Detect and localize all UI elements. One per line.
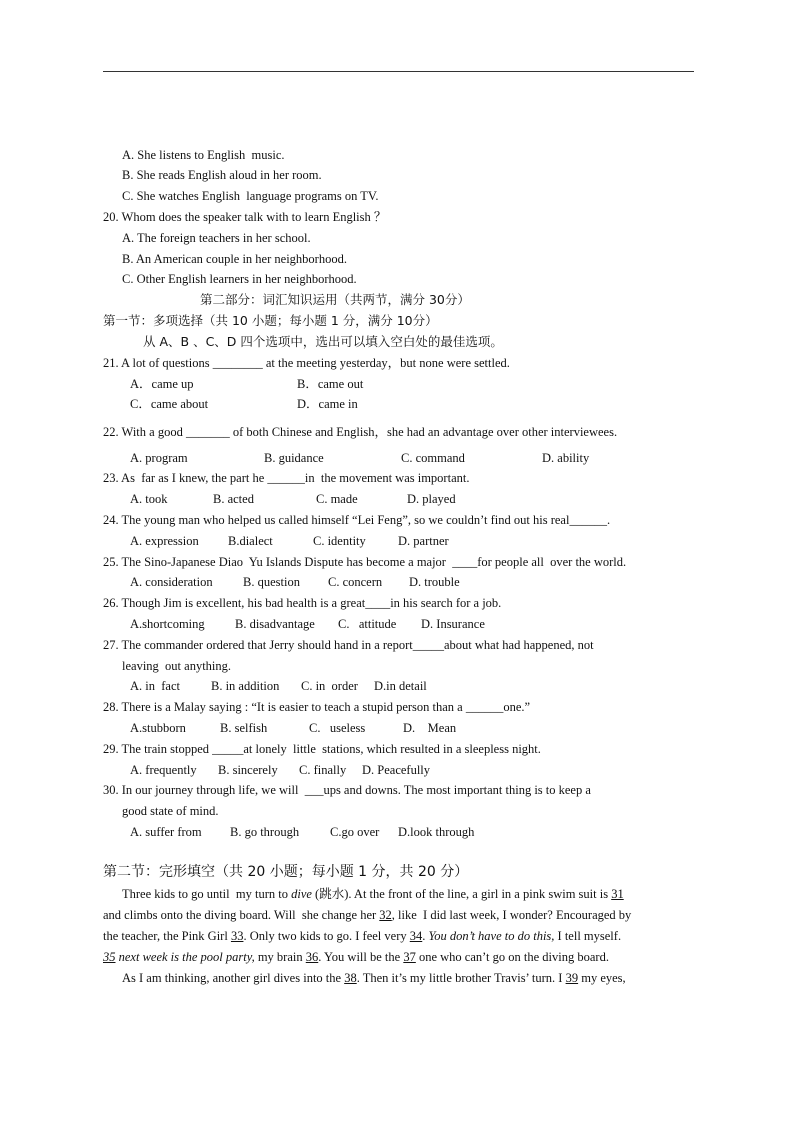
part2-title: 第二部分：词汇知识运用（共两节，满分 30分） [200,292,470,307]
q27-option-c: C. in order [301,679,358,693]
q20-option-b: B. An American couple in her neighborhood. [122,252,347,266]
passage-line-1: Three kids to go until my turn to dive (跳水). At the front of the line, a girl in a pink swim suit is 31 [122,887,624,901]
q30-option-d: D.look through [398,825,475,839]
q23-option-b: B. acted [213,492,254,506]
q27-option-d: D.in detail [374,679,427,693]
blank-32: 32 [379,908,392,922]
passage-line-4: 35 next week is the pool party, my brain 36. You will be the 37 one who can’t go on the diving board. [103,950,609,964]
passage-line-5: As I am thinking, another girl dives into the 38. Then it’s my little brother Travis’ turn. I 39 my eyes, [122,971,626,985]
blank-39: 39 [565,971,579,985]
blank-33: 33 [230,929,244,943]
q29-option-b: B. sincerely [218,763,278,777]
q21-option-a: A．came up [130,377,194,391]
blank-37: 37 [403,950,416,964]
q23-stem: 23. As far as I knew, the part he ______in the movement was important. [103,471,470,485]
q19-option-b: B. She reads English aloud in her room. [122,168,322,182]
q21-option-d: D．came in [297,397,358,411]
q30-option-b: B. go through [230,825,300,839]
q20-stem: 20. Whom does the speaker talk with to learn English ？ [103,210,387,224]
q29-option-c: C. finally [299,763,347,777]
blank-36: 36 [305,950,319,964]
q30-stem-continued: good state of mind. [122,804,219,818]
q26-option-c: C. attitude [338,617,397,631]
q23-option-a: A. took [130,492,168,506]
q28-option-c: C. useless [309,721,366,735]
q23-option-c: C. made [316,492,358,506]
section1-title: 第一节：多项选择（共 10 小题；每小题 1 分，满分 10分） [103,313,438,328]
q30-stem: 30. In our journey through life, we will ___ups and downs. The most important thing is to keep a [103,783,591,797]
blank-38: 38 [344,971,357,985]
q29-option-d: D. Peacefully [362,763,431,777]
q22-stem: 22. With a good _______ of both Chinese and English，she had an advantage over other interviewees. [103,425,618,439]
q24-stem: 24. The young man who helped us called himself “Lei Feng”, so we couldn’t find out his real______. [103,513,611,527]
q25-stem: 25. The Sino-Japanese Diao Yu Islands Dispute has become a major ____for people all over the world. [103,555,627,569]
q22-option-c: C. command [401,451,465,465]
section1-instruction: 从 A、B 、C、D 四个选项中，选出可以填入空白处的最佳选项。 [143,334,503,349]
q24-option-d: D. partner [398,534,449,548]
q24-option-b: B.dialect [228,534,273,548]
q29-stem: 29. The train stopped _____at lonely little stations, which resulted in a sleepless night. [103,742,541,756]
q24-option-a: A. expression [130,534,199,548]
q26-option-d: D. Insurance [421,617,485,631]
blank-34: 34 [409,929,423,943]
q19-option-a: A. She listens to English music. [122,148,285,162]
q26-option-b: B. disadvantage [235,617,315,631]
blank-31: 31 [611,887,624,901]
q27-stem: 27. The commander ordered that Jerry should hand in a report_____about what had happened, not [103,638,594,652]
blank-35: 35 [103,950,116,964]
q21-stem: 21. A lot of questions ________ at the meeting yesterday，but none were settled. [103,356,510,370]
q25-option-c: C. concern [328,575,383,589]
q21-option-b: B．came out [297,377,364,391]
q24-option-c: C. identity [313,534,366,548]
q30-option-a: A. suffer from [130,825,202,839]
q26-option-a: A.shortcoming [130,617,205,631]
q28-option-d: D. Mean [403,721,457,735]
q27-stem-continued: leaving out anything. [122,659,232,673]
q25-option-b: B. question [243,575,300,589]
q28-option-b: B. selfish [220,721,268,735]
q22-option-a: A. program [130,451,188,465]
section2-title: 第二节：完形填空（共 20 小题；每小题 1 分，共 20 分） [103,864,469,880]
passage-line-2: and climbs onto the diving board. Will she change her 32, like I did last week, I wonder? Encouraged by [103,908,632,922]
q27-option-b: B. in addition [211,679,280,693]
q20-option-c: C. Other English learners in her neighborhood. [122,272,357,286]
q30-option-c: C.go over [330,825,380,839]
q23-option-d: D. played [407,492,456,506]
q25-option-d: D. trouble [409,575,460,589]
q26-stem: 26. Though Jim is excellent, his bad health is a great____in his search for a job. [103,596,502,610]
q28-stem: 28. There is a Malay saying : “It is easier to teach a stupid person than a ______one.” [103,700,531,714]
q28-option-a: A.stubborn [130,721,186,735]
q27-option-a: A. in fact [130,679,180,693]
q20-option-a: A. The foreign teachers in her school. [122,231,311,245]
q21-option-c: C．came about [130,397,209,411]
q22-option-b: B. guidance [264,451,324,465]
q22-option-d: D. ability [542,451,590,465]
q19-option-c: C. She watches English language programs on TV. [122,189,379,203]
q29-option-a: A. frequently [130,763,197,777]
passage-line-3: the teacher, the Pink Girl 33. Only two kids to go. I feel very 34. You don’t have to do this, I tell myself. [103,929,622,943]
header-rule [103,71,694,72]
q25-option-a: A. consideration [130,575,213,589]
